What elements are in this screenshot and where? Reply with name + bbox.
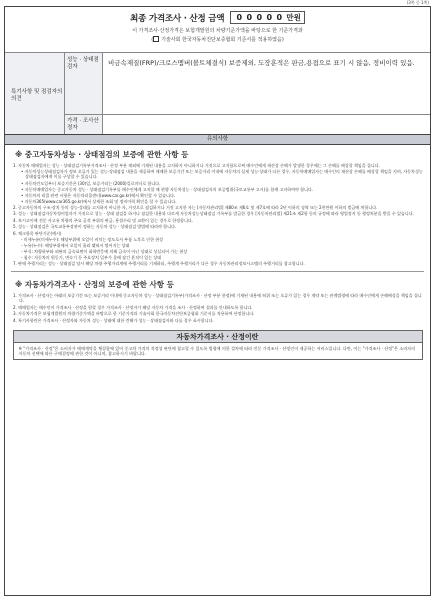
note-item: 1. 자동차 매매업자는 성능 · 상태점검기록부가격조사 · 산정 부분 제외에 기재된 내용을 고지하지 아니하거나 거짓으로 고지함으로써 매수인에게 재산상 손해가 발생한 경우에는 그 손해를 배상할 책임을 집니다. bbox=[13, 163, 380, 168]
summary-note-text: 기술사회 한국자동차진단보증협회 기준서를 적용하였음 bbox=[161, 37, 282, 43]
price-digit: 0 bbox=[276, 13, 283, 22]
note-item: 1. 가격조사 · 산정자는 아래의 보증기간 또는 보증거리 이내에 중고자동차 성능 · 상태점검기록부(가격조사 · 산정 부분 한정)에 기재된 내용에 허위 또는 오류가 있는 경우 계약 또는 관계법령에 따라 매수인에게 손해배상을 책임을 집니다. bbox=[13, 293, 422, 304]
note-item: 2. 중고자동차의 구조·장치 등의 성능·상태를 고지하지 아니한 자, 거짓으로 점검하거나 거짓 고지한 자는 [자동차관리법] 제80조 제6호 및 제7호에 따라 2년 이하의 징역 또는 2천만원 이하의 벌금에 처합니다. bbox=[13, 204, 378, 210]
price-unit: 만원 bbox=[286, 13, 301, 22]
note-item: 3. 자동차가격은 보험개발원의 차량기준가액을 바탕으로 한 기준가격과 기술사회 한국자동차진단보증협회 기준서를 적용하여 산정합니다. bbox=[13, 311, 255, 317]
note-sub-item: • 자동차성능상태점검자가 정보 오류가 있는 성능·상태점검 내용을 제공하여 매매한 보증기간 또는 보증거리 이내에 자동차의 실제 성능·상태가 다른 경우, 자동차매매업자는 매수인의 재산상 손해를 배상할 책임을 지며, 자동차성능상태점검자에게 이를 구상할 수 있습니다. bbox=[21, 169, 423, 180]
summary-note: 이 가격조사·산정가격은 보험개발원의 차량기준가액을 바탕으로 한 기준가격과 bbox=[132, 28, 303, 34]
summary-body bbox=[5, 53, 430, 139]
checkbox-icon[interactable] bbox=[153, 36, 159, 42]
notice-section bbox=[4, 144, 431, 596]
price-digit: 0 bbox=[256, 13, 263, 22]
note-item: 5. 성능 · 상태점검은 국토교통부장관이 정하는 자동차 성능 · 상태점검 방법에 따라야 합니다. bbox=[13, 224, 177, 230]
note-sub-item: • 자동차매매업자는 중고자동차 성능 · 상태점검기록부를 매수인에게 고지할 때 현행 자동차성능 · 상태점검자의 보증범위(국토교통부 고시)를 함께 고지하여야 합니다. bbox=[21, 186, 314, 192]
note-sub-item: - 부식: 차량하부와 외판의 금속표면이 화학반응에 의해 금속이 아닌 상태로 상실되어 가는 현상 bbox=[21, 249, 188, 255]
note-sub-item: - 누유(누수): 해당부위에서 오일이 흘러 맺혀서 떨어지는 상태 bbox=[21, 243, 130, 248]
appraisal-notes bbox=[11, 293, 424, 322]
price-digit: 0 bbox=[266, 13, 273, 22]
note-item: 7. 판매 주행거리는 성능 · 상태점검 당시 해당 차량 주행거리계에 주행거리를 기재하되, 주행계 주행거리가 다른 경우 자동차관리정보시스템의 주행거리를 참고합니다. bbox=[13, 261, 305, 267]
summary-title: 최종 가격조사 · 산정 금액 bbox=[130, 13, 225, 24]
note-sub-item: - 침수: 자동차의 원동기, 변속기 등 주요장치 일부가 물에 잠긴 흔적이 있는 상태 bbox=[21, 255, 162, 261]
special-notes-label: 특기사항 및 점검자의 의견 bbox=[5, 53, 65, 139]
section-title-appraisal: ※ 자동차가격조사 · 산정의 보증에 관한 사항 등 bbox=[15, 280, 174, 290]
note-item: 2. 매매업자는 매수인이 가격조사 · 산정을 원할 경우 가격조사 · 산정자가 해당 자동차 가격을 조사 · 산정하여 결과를 안내하도록 합니다. bbox=[13, 304, 253, 310]
definition-title: 자동차가격조사 · 산정이란 bbox=[14, 331, 422, 343]
note-item: 6. 체크항목 판단기준(예시) bbox=[13, 230, 62, 236]
price-summary-table bbox=[4, 6, 431, 140]
note-item: 3. 성능 · 상태점검자동차정비업자가 거짓으로 성능 · 상태 점검을 하거나 점검한 내용과 다르게 자동차성능상태점검 기록부를 발급한 경우 [자동차관리법] 제21조 제2항 등의 규정에 따라 영업정지 등 행정처분을 받을 수 있습니다. bbox=[13, 211, 414, 217]
inspection-notes bbox=[11, 163, 424, 266]
inspector-opinion: 비금속재질(FRP)/크로스멤버(볼트체결식) 보증제외, 도장훈적은 판금,용접으로 표기 시 않음, 정비이력 있음. bbox=[108, 59, 415, 67]
section-divider bbox=[11, 271, 424, 272]
notice-heading: 유의사항 bbox=[4, 134, 431, 144]
section-title-inspection: ※ 중고자동차성능 · 상태점검의 보증에 관한 사항 등 bbox=[15, 150, 189, 159]
note-sub-item: • 자동차365(www.car365.go.kr)에서 상세한 조회 및 정비이력 확인을 할 수 있습니다. bbox=[21, 198, 177, 204]
note-sub-item: • 자동차인도일부터 보증기간은 (30)일, 보증거리는 (2000)킬로미터로 합니다. bbox=[21, 180, 161, 186]
note-item: 4. 특기사항란은 가격조사 · 산정자와 자동차 성능 · 상태에 대한 견해가 성능 · 상태점검자와 다를 경우 표시합니다. bbox=[13, 317, 214, 323]
note-sub-item: - 미세누유(미세누수): 해당부위에 오일이 비치는 정도로서 부품 노후로 인한 현상 bbox=[21, 236, 164, 242]
summary-note-standard: ( 기술사회 한국자동차진단보증협회 기준서를 적용하였음) bbox=[151, 37, 284, 43]
summary-header bbox=[5, 11, 430, 53]
appraiser-label: 가격 · 조사산정자 bbox=[65, 115, 103, 139]
price-digit-box bbox=[230, 11, 305, 24]
page-number: (3쪽 중 1쪽) bbox=[406, 0, 429, 5]
note-item: 4. 보시고이에 전문 사고유 차량의 주요 골격 부위의 판금, 용접수리 및 교환이 있는 경우로 한정합니다. bbox=[13, 217, 194, 223]
price-digit: 0 bbox=[246, 13, 253, 22]
inspector-label: 성능 · 상태점검자 bbox=[65, 53, 103, 114]
price-digit: 0 bbox=[236, 13, 243, 22]
definition-body: ※ "가격조사 · 산정"은 소비자가 매매계약을 체결함에 있어 중고차 가격의 적정성 판단에 참고할 수 있도록 법령에 의한 절차에 따라 전문 가격조사 · 산정인이 제공하는 서비스입니다. 다만, 이는 "가격조사 · 산정"은 소비자의 자동차 선택에 따른 구매결정에 관한 것이 아니며, 참고하시기 바랍니다. bbox=[18, 345, 416, 357]
inspector-opinion-row bbox=[65, 53, 430, 115]
note-sub-item: • 자동차의 리콜 관련 사항은 자동차리콜센터(www.car.go.kr)에서 확인할 수 있습니다. bbox=[21, 192, 176, 198]
appraisal-definition-box bbox=[13, 330, 423, 361]
